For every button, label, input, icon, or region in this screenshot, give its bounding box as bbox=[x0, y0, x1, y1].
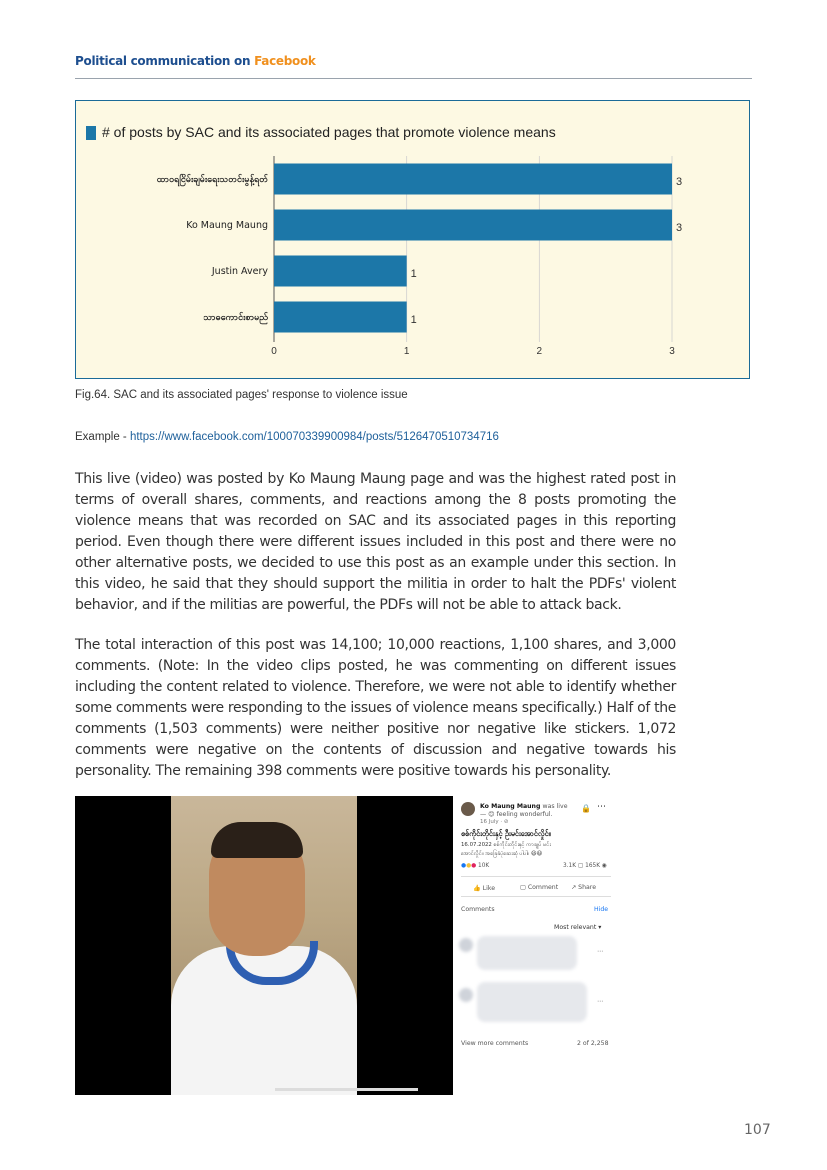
data-label: 3 bbox=[676, 176, 683, 188]
reaction-count: ●●● 10K bbox=[461, 863, 490, 869]
post-feeling: — 😊 feeling wonderful. bbox=[480, 811, 553, 818]
comments-label: Comments bbox=[461, 906, 495, 913]
post-stats: 3.1K ▢ 165K ◉ bbox=[563, 863, 607, 869]
post-subline-2: အောင်လှိုင်။ အခြေခံပုံဆေးဆုံ ပါပါ။ 😆😆 bbox=[461, 851, 543, 857]
category-label: Ko Maung Maung bbox=[186, 220, 268, 231]
divider bbox=[461, 896, 611, 897]
header-part2: Facebook bbox=[254, 54, 316, 68]
blurred-comment bbox=[477, 982, 587, 1022]
video-progress-bar[interactable] bbox=[275, 1088, 418, 1091]
example-label: Example - bbox=[75, 431, 130, 443]
facebook-post-panel bbox=[453, 796, 618, 1095]
post-date: 16 July · ⊘ bbox=[480, 819, 509, 825]
bar bbox=[274, 210, 672, 241]
bar bbox=[274, 256, 407, 287]
x-tick-label: 3 bbox=[669, 346, 675, 357]
data-label: 3 bbox=[676, 222, 683, 234]
category-label: Justin Avery bbox=[211, 266, 268, 277]
blurred-comment bbox=[477, 936, 577, 970]
post-subline-1: 16.07.2022 စစ်ကိုင်းတိုင်းနှင့် ကာချုပ် မင်း bbox=[461, 842, 551, 848]
running-header bbox=[75, 54, 316, 68]
bar bbox=[274, 302, 407, 333]
category-label: သာဓကောင်းစာမည် bbox=[203, 313, 268, 323]
hide-link[interactable]: Hide bbox=[594, 906, 609, 913]
example-link[interactable]: https://www.facebook.com/100070339900984/posts/5126470510734716 bbox=[129, 431, 499, 443]
facebook-screenshot bbox=[75, 796, 618, 1095]
share-button[interactable]: ↗ Share bbox=[571, 884, 597, 891]
view-more-comments-link[interactable]: View more comments bbox=[461, 1040, 529, 1047]
video-player bbox=[75, 796, 453, 1095]
post-headline: စစ်ကိုင်းတိုင်းနှင့် ဦးမင်းအောင်လှိုင်။ bbox=[461, 829, 551, 838]
video-frame bbox=[171, 796, 357, 1095]
paragraph-1: This live (video) was posted by Ko Maung Maung page and was the highest rated post in terms of overall shares, comments, and reactions among the 8 posts promoting the violence means that was recorded on SAC and its associated pages in this reporting period. Even though there were different issues included in this post and there were no other alternative posts, we decided to use this post as an example under this section. In this video, he said that they should support the militia in order to halt the PDFs' violent behavior, and if the militias are powerful, the PDFs will not be able to attack back. bbox=[75, 471, 676, 613]
lock-icon: 🔒 bbox=[581, 804, 591, 813]
data-label: 1 bbox=[410, 314, 417, 326]
comment-avatar bbox=[459, 988, 473, 1002]
bar bbox=[274, 164, 672, 195]
page-number: 107 bbox=[744, 1122, 771, 1138]
avatar bbox=[461, 802, 475, 816]
x-tick-label: 0 bbox=[271, 346, 277, 357]
comment-avatar bbox=[459, 938, 473, 952]
comment-count: 2 of 2,258 bbox=[577, 1040, 609, 1047]
divider bbox=[461, 876, 611, 877]
example-line bbox=[75, 431, 499, 443]
title-marker bbox=[86, 126, 96, 140]
paragraph-2: The total interaction of this post was 14,100; 10,000 reactions, 1,100 shares, and 3,000 comments. (Note: In the video clips posted, he was commenting on different issues including the content related to violence. Therefore, we were not able to identify whether some comments were responding to the issues of violence means specifically.) Half of the comments (1,503 comments) were neither positive nor negative like stickers. 1,072 comments were negative on the contents of discussion and negative towards his personality. The remaining 398 comments were positive towards his personality. bbox=[75, 637, 676, 779]
bar-chart bbox=[75, 100, 750, 379]
x-tick-label: 1 bbox=[403, 346, 410, 357]
comment-options-icon[interactable]: ⋯ bbox=[597, 998, 604, 1005]
most-relevant-dropdown[interactable]: Most relevant ▾ bbox=[554, 924, 602, 931]
chart-title: # of posts by SAC and its associated pages that promote violence means bbox=[102, 124, 556, 140]
x-tick-label: 2 bbox=[536, 346, 543, 357]
like-button[interactable]: 👍 Like bbox=[473, 885, 496, 892]
data-label: 1 bbox=[410, 268, 417, 280]
figure-caption: Fig.64. SAC and its associated pages' response to violence issue bbox=[75, 389, 408, 401]
comment-button[interactable]: ▢ Comment bbox=[520, 884, 559, 891]
header-rule bbox=[75, 78, 752, 79]
chart-canvas bbox=[76, 101, 751, 380]
reaction-icons: ● bbox=[461, 863, 467, 869]
hair-shape bbox=[211, 822, 303, 858]
post-author: Ko Maung Maung was live bbox=[480, 803, 568, 810]
comment-options-icon[interactable]: ⋯ bbox=[597, 948, 604, 955]
more-options-icon[interactable]: ⋯ bbox=[597, 802, 606, 812]
category-label: ထာဝရငြိမ်းချမ်းရေးသတင်းမွန့်ရတ် bbox=[156, 175, 268, 185]
header-part1: Political communication on bbox=[75, 54, 255, 68]
